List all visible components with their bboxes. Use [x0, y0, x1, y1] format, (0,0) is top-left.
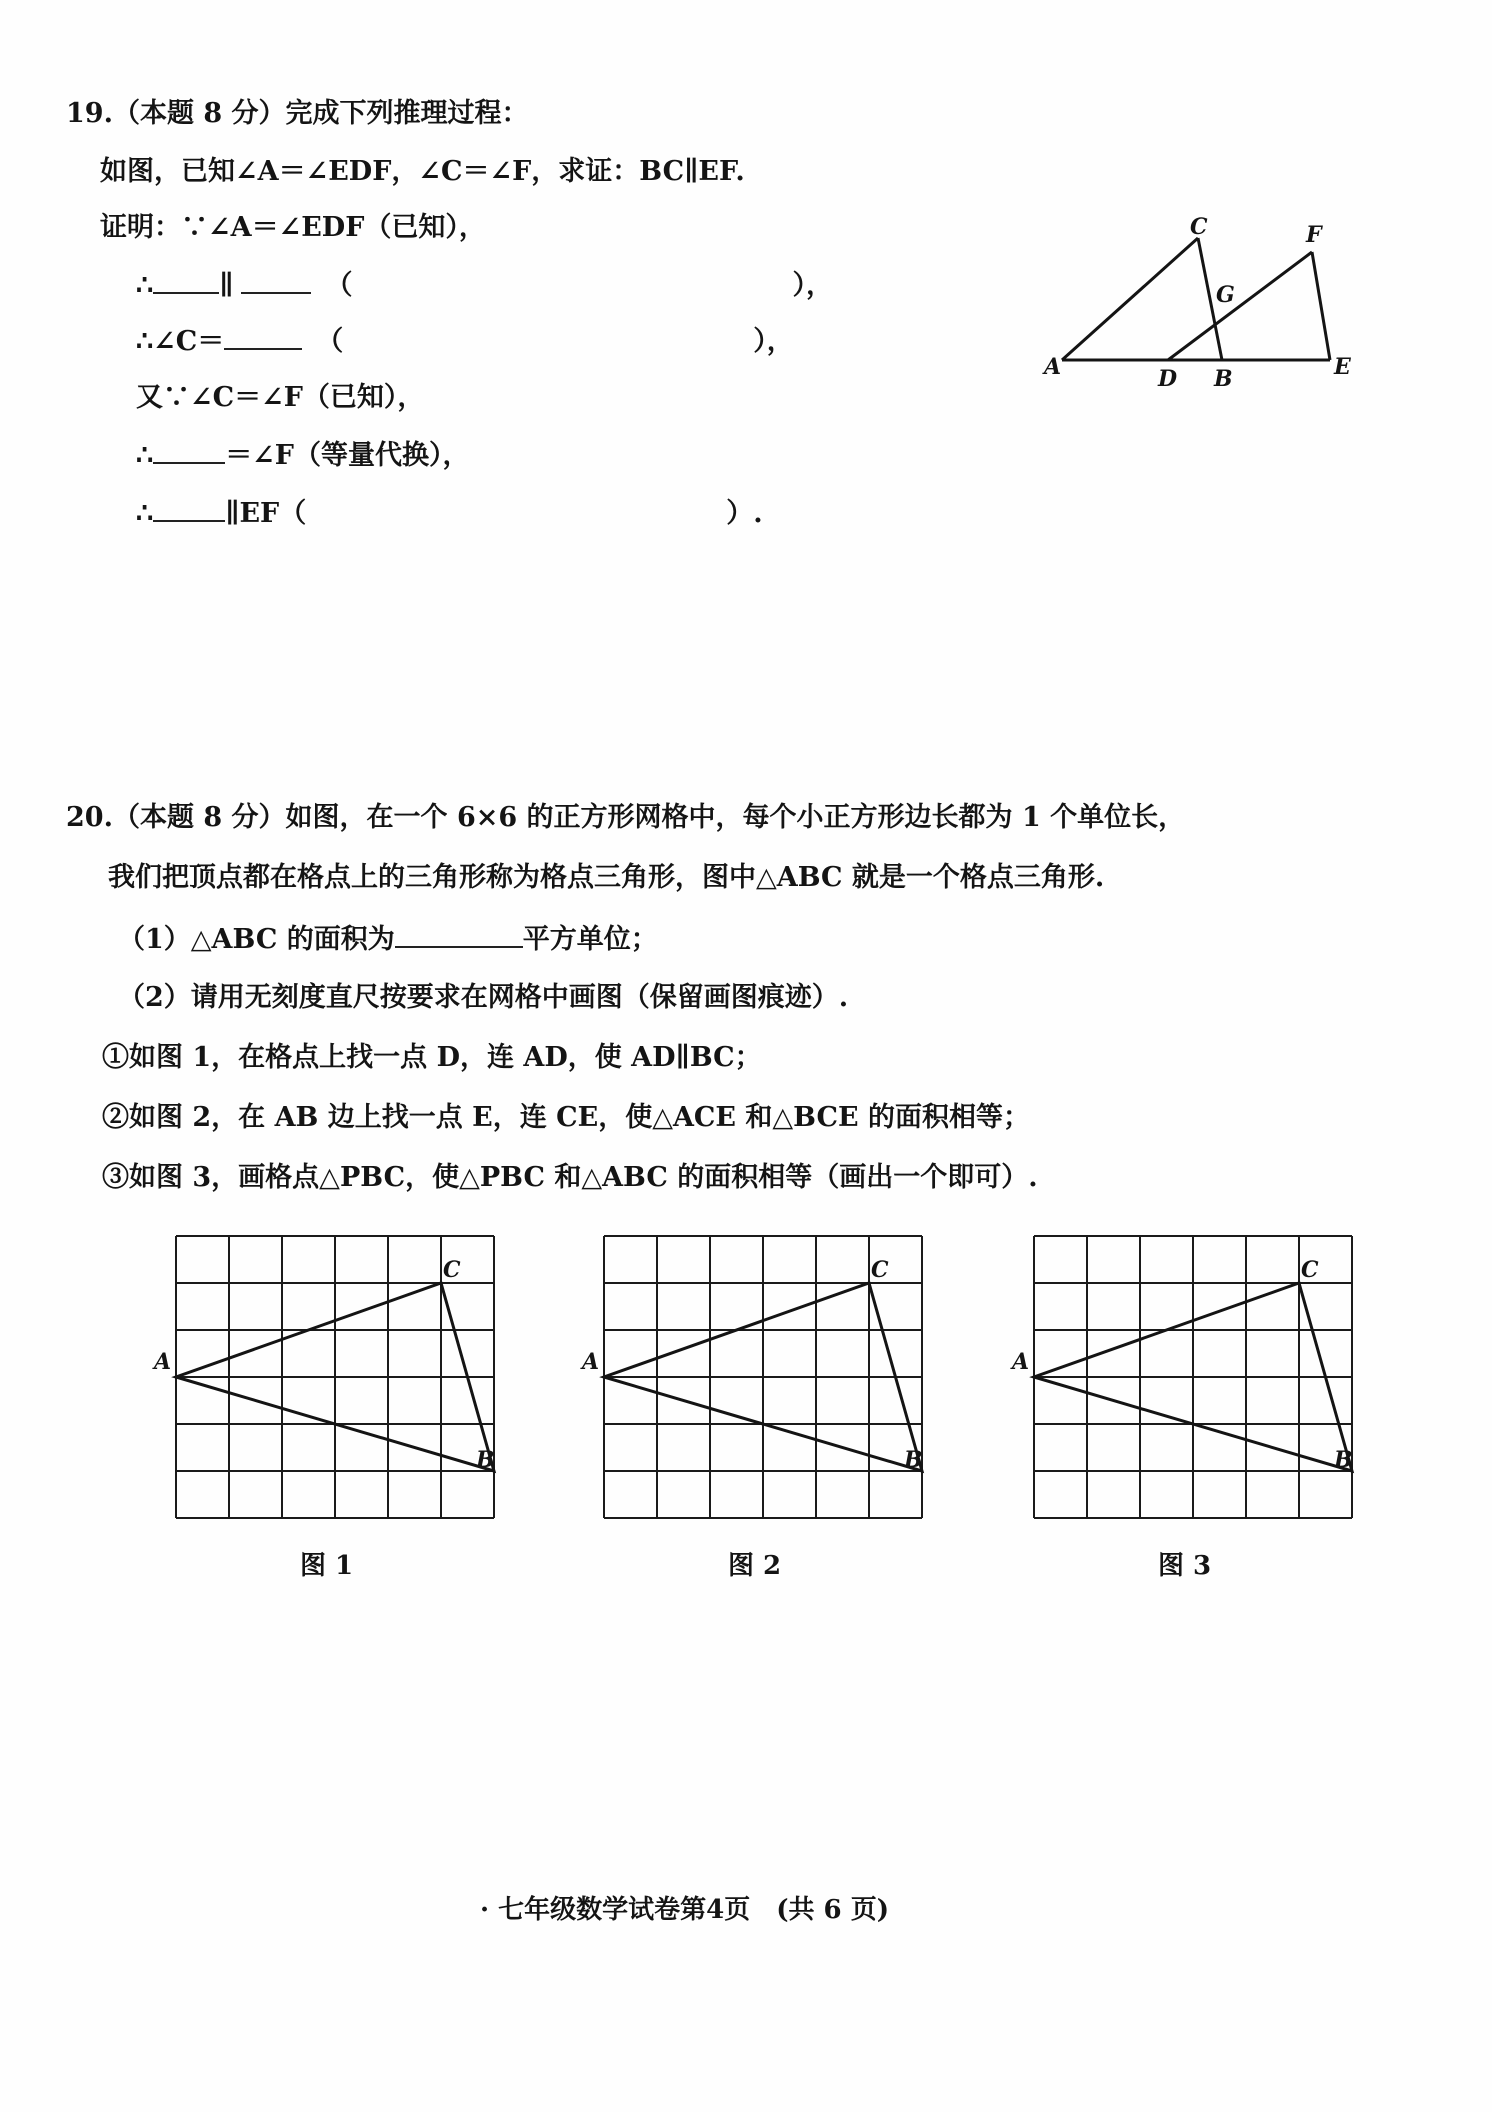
grid-figure-1[interactable]: [154, 1230, 500, 1528]
q19-step5: [136, 494, 763, 532]
point-label-F: F: [1306, 222, 1322, 248]
reason-close: ）.: [726, 498, 763, 529]
part1-suffix: 平方单位；: [522, 924, 658, 955]
reason-open: （: [316, 326, 344, 357]
blank-5[interactable]: [153, 494, 225, 522]
step2-prefix: ∴∠C＝: [136, 326, 225, 357]
q19-heading: 19.（本题 8 分）完成下列推理过程：: [66, 98, 529, 129]
segment-DF: [1168, 252, 1312, 360]
grid-point-label-B: B: [904, 1447, 923, 1473]
segment-FE: [1312, 252, 1330, 360]
grid-point-label-A: A: [154, 1349, 172, 1375]
grid-point-label-C: C: [443, 1257, 461, 1283]
therefore-symbol: ∴: [136, 270, 154, 301]
therefore-symbol: ∴: [136, 498, 154, 529]
q20-heading: 20.（本题 8 分）如图，在一个 6×6 的正方形网格中，每个小正方形边长都为 1 个单位长，: [66, 802, 1186, 833]
area-blank[interactable]: [395, 920, 523, 948]
point-label-C: C: [1190, 214, 1208, 240]
q20-description: 我们把顶点都在格点上的三角形称为格点三角形，图中△ABC 就是一个格点三角形.: [108, 862, 1105, 893]
q20-item2: ②如图 2，在 AB 边上找一点 E，连 CE，使△ACE 和△BCE 的面积相等；: [102, 1102, 1030, 1133]
grid-point-label-C: C: [1301, 1257, 1319, 1283]
parallel-symbol: ∥: [219, 270, 234, 301]
reason-close: ），: [792, 270, 833, 301]
q19-proof-intro: 证明：∵∠A＝∠EDF（已知），: [100, 212, 486, 243]
blank-3[interactable]: [224, 322, 302, 350]
q19-step4: [136, 436, 469, 474]
caption-figure-3: 图 3: [1158, 1551, 1212, 1581]
grid-figure-2[interactable]: [582, 1230, 928, 1528]
step4-suffix: ＝∠F（等量代换），: [225, 440, 470, 471]
point-label-E: E: [1334, 354, 1351, 380]
reason-close: ），: [753, 326, 794, 357]
therefore-symbol: ∴: [136, 440, 154, 471]
step5-suffix: ∥EF（: [225, 498, 307, 529]
segment-AC: [1062, 238, 1198, 360]
q19-step2: [136, 322, 794, 360]
point-label-D: D: [1158, 366, 1178, 392]
blank-1[interactable]: [153, 266, 219, 294]
part1-prefix: （1）△ABC 的面积为: [118, 924, 395, 955]
grid-figure-3[interactable]: [1012, 1230, 1358, 1528]
q19-given: 如图，已知∠A＝∠EDF，∠C＝∠F，求证：BC∥EF.: [100, 156, 745, 187]
q20-part1: [118, 920, 658, 958]
q19-triangle-figure: [1040, 210, 1370, 400]
point-label-A: A: [1044, 354, 1062, 380]
blank-4[interactable]: [153, 436, 225, 464]
q19-step3: 又∵∠C＝∠F（已知），: [136, 382, 425, 413]
point-label-B: B: [1214, 366, 1233, 392]
blank-2[interactable]: [241, 266, 311, 294]
grid-point-label-A: A: [582, 1349, 600, 1375]
caption-figure-1: 图 1: [300, 1551, 354, 1581]
grid-point-label-B: B: [476, 1447, 495, 1473]
grid-point-label-C: C: [871, 1257, 889, 1283]
point-label-G: G: [1216, 282, 1235, 308]
grid-point-label-B: B: [1334, 1447, 1353, 1473]
q20-item1: ①如图 1，在格点上找一点 D，连 AD，使 AD∥BC；: [102, 1042, 762, 1073]
caption-figure-2: 图 2: [728, 1551, 782, 1581]
page-footer: · 七年级数学试卷第4页 (共 6 页): [480, 1895, 889, 1925]
q19-step1: [136, 266, 833, 304]
q20-part2: （2）请用无刻度直尺按要求在网格中画图（保留画图痕迹）.: [118, 982, 849, 1013]
grid-point-label-A: A: [1012, 1349, 1030, 1375]
reason-open: （: [325, 270, 353, 301]
q20-item3: ③如图 3，画格点△PBC，使△PBC 和△ABC 的面积相等（画出一个即可）.: [102, 1162, 1038, 1193]
